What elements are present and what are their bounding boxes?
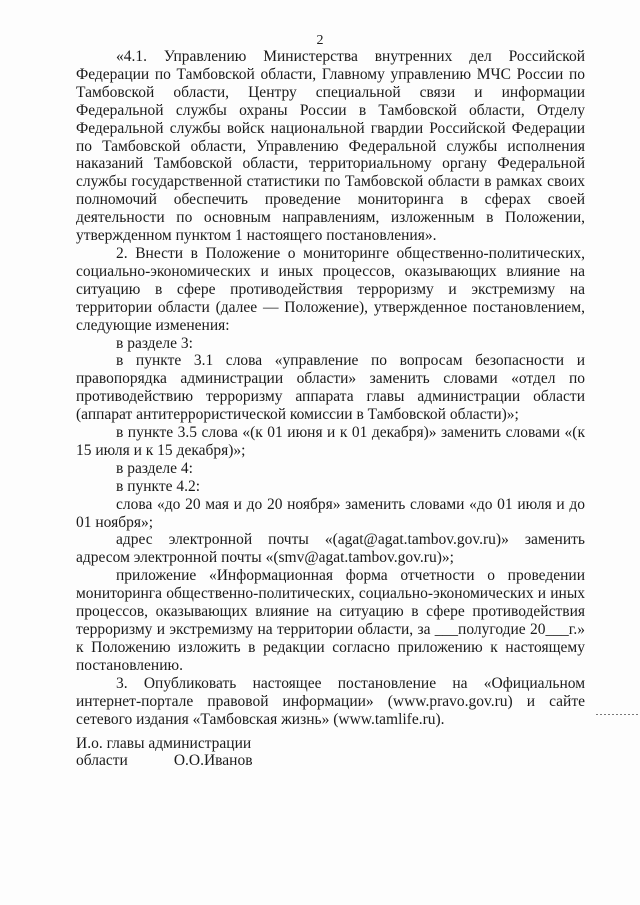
paragraph-2-amend-regulation: 2. Внести в Положение о мониторинге общественно-политических, социально-экономических и иных процессов, оказывающих влияние на ситуацию в сфере противодействия терроризму и экстремизму на территории области (далее — Положение), утвержденное постановлением, следующие изменения: — [76, 244, 585, 334]
paragraph-4-1-monitoring-duties: «4.1. Управлению Министерства внутренних дел Российской Федерации по Тамбовской области, Главному управлению МЧС России по Тамбовской области, Центру специальной связи и информации Федеральной службы охраны России в Тамбовской области, Отделу Федеральной службы войск национальной гвардии Российской Федерации по Тамбовской области, Управлению Федеральной службы исполнения наказаний Тамбовской области, территориальному органу Федеральной службы государственной статистики по Тамбовской области в рамках своих полномочий обеспечить проведение мониторинга в сферах своей деятельности по основным направлениям, изложенным в Положении, утвержденном пунктом 1 настоящего постановления». — [76, 48, 585, 245]
page-number: 2 — [316, 33, 324, 48]
document-body — [76, 48, 585, 728]
signature-position-text: области — [76, 752, 128, 769]
paragraph-section-3: в разделе 3: — [116, 334, 193, 352]
paragraph-deadline-words: слова «до 20 мая и до 20 ноября» заменить словами «до 01 июля и до 01 ноября»; — [76, 495, 585, 531]
paragraph-appendix-form: приложение «Информационная форма отчетности о проведении мониторинга общественно-политических, социально-экономических и иных процессов, оказывающих влияние на ситуацию в сфере противодействия терроризму и экстремизму на территории области, за ___полугодие 20___г.» к Положению изложить в редакции согласно приложению к настоящему постановлению. — [76, 567, 585, 674]
paragraph-item-3-5: в пункте 3.5 слова «(к 01 июня и к 01 декабря)» заменить словами «(к 15 июля и к 15 декабря)»; — [76, 424, 585, 459]
paragraph-item-3-1: в пункте 3.1 слова «управление по вопросам безопасности и правопорядка администрации области» заменить словами «отдел по противодействию терроризму аппарата главы администрации области (аппарат антитеррористической комиссии в Тамбовской области)»; — [76, 352, 585, 424]
signature-block — [76, 735, 376, 769]
scan-artifact-line — [596, 714, 640, 715]
paragraph-section-4: в разделе 4: — [116, 459, 193, 477]
signatory-name: О.О.Иванов — [173, 752, 253, 769]
signature-position-line-1: И.о. главы администрации — [76, 735, 252, 752]
paragraph-email-address: адрес электронной почты «(agat@agat.tambov.gov.ru)» заменить адресом электронной почты «(smv@agat.tambov.gov.ru)»; — [76, 531, 585, 567]
paragraph-3-publication: 3. Опубликовать настоящее постановление на «Официальном интернет-портале правовой информации» (www.pravo.gov.ru) и сайте сетевого издания «Тамбовская жизнь» (www.tamlife.ru). — [76, 674, 585, 728]
paragraph-item-4-2: в пункте 4.2: — [116, 477, 201, 495]
signature-position-line-2 — [76, 752, 376, 769]
